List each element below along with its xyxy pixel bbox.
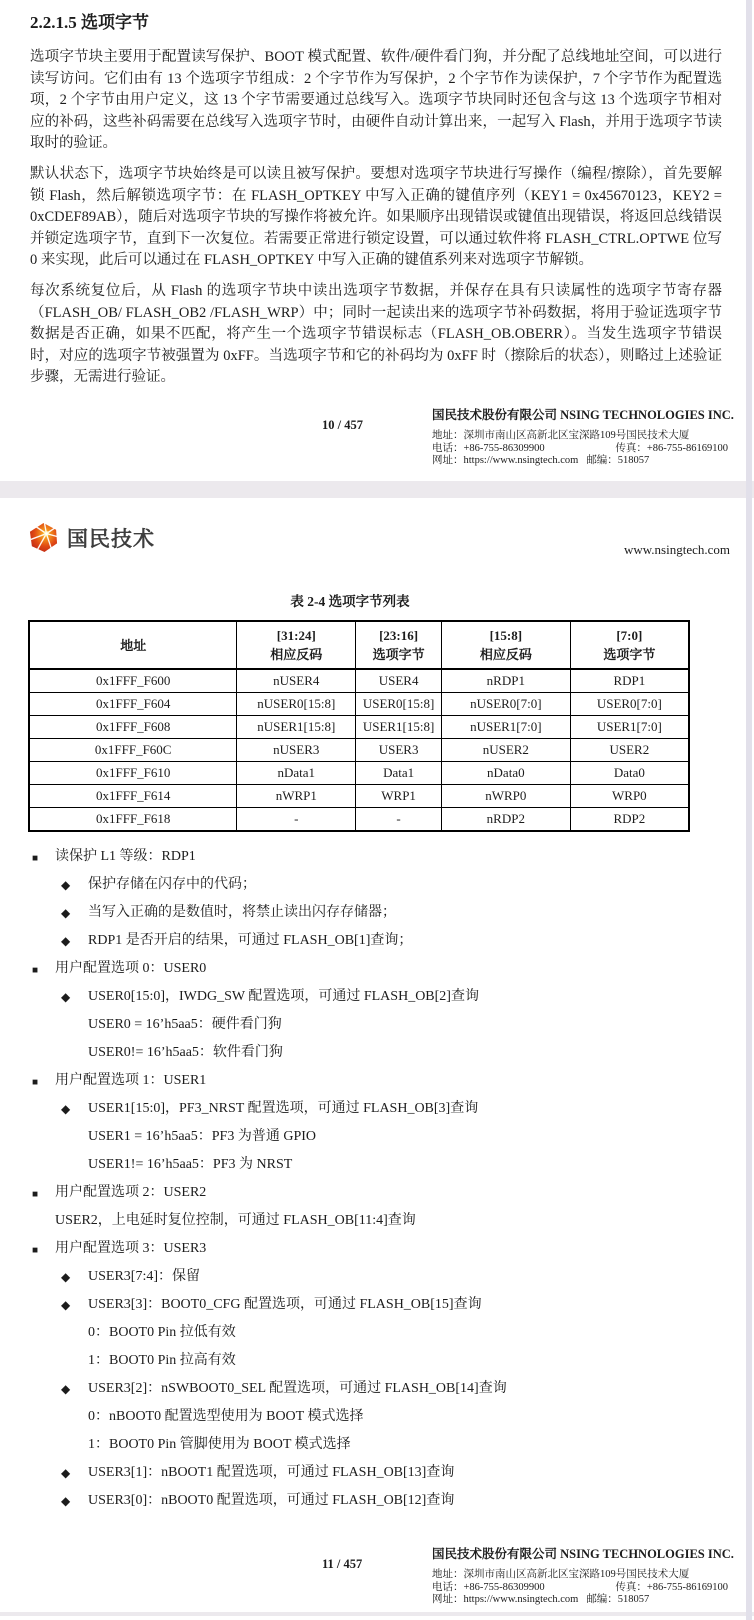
- document-page-1: [0, 0, 754, 481]
- table-cell: USER3: [356, 739, 442, 762]
- list-item-text: USER2，上电延时复位控制，可通过 FLASH_OB[11:4]查询: [55, 1213, 416, 1228]
- table-cell: Data0: [570, 762, 689, 785]
- list-item: [30, 1434, 724, 1455]
- table-cell: 0x1FFF_F608: [29, 716, 237, 739]
- list-item-text: 用户配置选项 3：USER3: [55, 1241, 207, 1256]
- company-fax: 传真：+86-755-86169100: [615, 442, 728, 454]
- table-cell: nWRP0: [441, 785, 570, 808]
- company-logo: [28, 522, 155, 553]
- table-cell: USER0[7:0]: [570, 693, 689, 716]
- table-row: [29, 669, 689, 693]
- table-cell: nUSER3: [237, 739, 356, 762]
- table-caption: 表 2-4 选项字节列表: [290, 594, 410, 609]
- bullet-diamond-icon: ◆: [61, 1298, 71, 1312]
- company-info-block: [432, 1544, 734, 1607]
- company-phone-fax: [432, 1582, 728, 1595]
- list-item: [30, 1154, 724, 1175]
- list-item: [30, 930, 724, 951]
- bullet-diamond-icon: ◆: [61, 1494, 71, 1508]
- list-item-text: 0：nBOOT0 配置选型使用为 BOOT 模式选择: [88, 1409, 364, 1424]
- list-item-text: USER0[15:0]，IWDG_SW 配置选项，可通过 FLASH_OB[2]查询: [88, 989, 479, 1004]
- table-cell: Data1: [356, 762, 442, 785]
- table-cell: 0x1FFF_F60C: [29, 739, 237, 762]
- list-item: [30, 1406, 724, 1427]
- list-item: [30, 1098, 724, 1119]
- company-address: 地址：深圳市南山区高新北区宝深路109号国民技术大厦: [432, 1569, 690, 1580]
- list-item-text: USER3[2]：nSWBOOT0_SEL 配置选项，可通过 FLASH_OB[14]查询: [88, 1381, 507, 1396]
- table-body: [29, 669, 689, 831]
- paragraph: 每次系统复位后，从 Flash 的选项字节块中读出选项字节数据，并保存在具有只读属性的选项字节寄存器（FLASH_OB/ FLASH_OB2 /FLASH_WRP）中；同时一起读出来的选项字节补码数据，将用于验证选项字节数据是否正确，如果不匹配，将产生一个选项字节错误标志（FLASH_OB.OBERR）。当发生选项字节错误时，对应的选项字节被强置为 0xFF。当选项字节和它的补码均为 0xFF 时（擦除后的状态），则略过上述验证步骤，无需进行验证。: [30, 282, 722, 386]
- company-name: 国民技术股份有限公司 NSING TECHNOLOGIES INC.: [432, 408, 734, 422]
- list-item-text: 1：BOOT0 Pin 管脚使用为 BOOT 模式选择: [88, 1437, 351, 1452]
- table-header-cell: [15:8] 相应反码: [441, 621, 570, 669]
- table-cell: USER1[15:8]: [356, 716, 442, 739]
- list-item: [30, 958, 724, 979]
- company-postcode: 邮编：518057: [586, 1594, 650, 1605]
- list-item-text: RDP1 是否开启的结果，可通过 FLASH_OB[1]查询；: [88, 933, 413, 948]
- list-item-text: 当写入正确的是数值时，将禁止读出闪存存储器；: [88, 905, 396, 920]
- bullet-square-icon: ■: [32, 1245, 39, 1256]
- bullet-diamond-icon: ◆: [61, 1102, 71, 1116]
- list-item-text: USER1[15:0]，PF3_NRST 配置选项，可通过 FLASH_OB[3]查询: [88, 1101, 479, 1116]
- list-item: [30, 1462, 724, 1483]
- table-cell: -: [356, 808, 442, 832]
- list-item-text: 用户配置选项 1：USER1: [55, 1073, 207, 1088]
- company-address: 地址：深圳市南山区高新北区宝深路109号国民技术大厦: [432, 430, 690, 441]
- page-footer: [30, 1544, 734, 1612]
- logo-starburst-icon: [28, 522, 59, 553]
- table-cell: 0x1FFF_F600: [29, 669, 237, 693]
- list-item: [30, 1126, 724, 1147]
- bullet-diamond-icon: ◆: [61, 934, 71, 948]
- company-name: 国民技术股份有限公司 NSING TECHNOLOGIES INC.: [432, 1547, 734, 1561]
- company-web-post: [432, 1594, 728, 1607]
- page-divider: [0, 481, 754, 498]
- table-cell: -: [237, 808, 356, 832]
- bullet-diamond-icon: ◆: [61, 1270, 71, 1284]
- table-cell: nUSER4: [237, 669, 356, 693]
- bullet-diamond-icon: ◆: [61, 878, 71, 892]
- company-phone: 电话：+86-755-86309900: [432, 442, 545, 454]
- logo-text: 国民技术: [67, 527, 155, 551]
- company-website: 网址：https://www.nsingtech.com: [432, 455, 579, 466]
- company-postcode: 邮编：518057: [586, 455, 650, 466]
- paragraph: 选项字节块主要用于配置读写保护、BOOT 模式配置、软件/硬件看门狗，并分配了总线地址空间，可以进行读写访问。它们由有 13 个选项字节组成：2 个字节作为写保护，2 个字节作为读保护，7 个字节作为配置选项，2 个字节由用户定义，这 13 个字节需要通过总线写入。选项字节块同时还包含与这 13 个选项字节相对应的补码，这些补码需要在总线写入选项字节时，由硬件自动计算出来，一起写入 Flash，并用于选项字节读取时的验证。: [30, 49, 722, 152]
- table-cell: 0x1FFF_F618: [29, 808, 237, 832]
- company-info-block: [432, 405, 734, 468]
- page-divider: [0, 1612, 754, 1616]
- website-url: www.nsingtech.com: [623, 542, 730, 557]
- list-item: [30, 1070, 724, 1091]
- list-item-text: USER1 = 16’h5aa5：PF3 为普通 GPIO: [88, 1129, 317, 1144]
- bullet-square-icon: ■: [32, 853, 39, 864]
- table-cell: nRDP2: [441, 808, 570, 832]
- paragraph: 默认状态下，选项字节块始终是可以读且被写保护。要想对选项字节块进行写操作（编程/擦除），首先要解锁 Flash，然后解锁选项字节：在 FLASH_OPTKEY 中写入正确的键值序列（KEY1 = 0x45670123，KEY2 = 0xCDEF89AB），随后对选项字节块的写操作将被允许。如果顺序出现错误或键值出现错误，将返回总线错误并锁定选项字节，直到下一次复位。若需要正常进行锁定设置，可以通过软件将 FLASH_CTRL.OPTWE 位写 0 来实现，此后可以通过在 FLASH_OPTKEY 中写入正确的键值系列来对选项字节解锁。: [30, 165, 722, 269]
- bullet-diamond-icon: ◆: [61, 1466, 71, 1480]
- table-cell: nUSER1[15:8]: [237, 716, 356, 739]
- table-cell: USER1[7:0]: [570, 716, 689, 739]
- table-header-row: [29, 621, 689, 669]
- section-heading: 2.2.1.5 选项字节: [30, 13, 149, 32]
- table-row: [29, 785, 689, 808]
- list-item-text: 1：BOOT0 Pin 拉高有效: [88, 1353, 236, 1368]
- list-item: [30, 1294, 724, 1315]
- table-cell: nData1: [237, 762, 356, 785]
- table-cell: RDP2: [570, 808, 689, 832]
- page-footer: [30, 405, 734, 473]
- list-item: [30, 1350, 724, 1371]
- table-cell: nWRP1: [237, 785, 356, 808]
- list-item-text: USER1!= 16’h5aa5：PF3 为 NRST: [88, 1157, 293, 1172]
- table-header-cell: [7:0] 选项字节: [570, 621, 689, 669]
- option-bytes-list: [30, 846, 724, 1511]
- table-cell: nRDP1: [441, 669, 570, 693]
- table-row: [29, 693, 689, 716]
- table-cell: nData0: [441, 762, 570, 785]
- list-item-text: USER3[7:4]：保留: [88, 1269, 200, 1284]
- list-item: [30, 1042, 724, 1063]
- list-item-text: 用户配置选项 0：USER0: [55, 961, 207, 976]
- table-header-cell: [31:24] 相应反码: [237, 621, 356, 669]
- table-cell: WRP0: [570, 785, 689, 808]
- company-phone-fax: [432, 443, 728, 456]
- table-cell: RDP1: [570, 669, 689, 693]
- list-item: [30, 1210, 724, 1231]
- table-row: [29, 739, 689, 762]
- list-item: [30, 986, 724, 1007]
- list-item: [30, 874, 724, 895]
- bullet-diamond-icon: ◆: [61, 1382, 71, 1396]
- list-item: [30, 1238, 724, 1259]
- table-header-cell: 地址: [29, 621, 237, 669]
- table-cell: 0x1FFF_F614: [29, 785, 237, 808]
- bullet-diamond-icon: ◆: [61, 990, 71, 1004]
- page-number: 11 / 457: [322, 1557, 363, 1571]
- company-phone: 电话：+86-755-86309900: [432, 1581, 545, 1593]
- list-item: [30, 1182, 724, 1203]
- list-item: [30, 846, 724, 867]
- page-number: 10 / 457: [322, 418, 363, 432]
- scrollbar-track[interactable]: [746, 0, 752, 1620]
- table-cell: nUSER2: [441, 739, 570, 762]
- table-cell: USER4: [356, 669, 442, 693]
- list-item: [30, 1490, 724, 1511]
- list-item-text: USER0!= 16’h5aa5：软件看门狗: [88, 1045, 283, 1060]
- table-head: [29, 621, 689, 669]
- table-cell: nUSER1[7:0]: [441, 716, 570, 739]
- list-item-text: 0：BOOT0 Pin 拉低有效: [88, 1325, 236, 1340]
- bullet-square-icon: ■: [32, 965, 39, 976]
- company-web-post: [432, 455, 728, 468]
- table-row: [29, 762, 689, 785]
- list-item-text: USER3[3]：BOOT0_CFG 配置选项，可通过 FLASH_OB[15]查询: [88, 1297, 482, 1312]
- table-row: [29, 808, 689, 832]
- bullet-square-icon: ■: [32, 1189, 39, 1200]
- table-cell: nUSER0[15:8]: [237, 693, 356, 716]
- table-cell: USER0[15:8]: [356, 693, 442, 716]
- list-item-text: USER0 = 16’h5aa5：硬件看门狗: [88, 1017, 282, 1032]
- list-item-text: 用户配置选项 2：USER2: [55, 1185, 207, 1200]
- list-item: [30, 1378, 724, 1399]
- list-item: [30, 902, 724, 923]
- option-bytes-table: [28, 620, 690, 832]
- list-item: [30, 1322, 724, 1343]
- list-item: [30, 1266, 724, 1287]
- company-fax: 传真：+86-755-86169100: [615, 1581, 728, 1593]
- company-website: 网址：https://www.nsingtech.com: [432, 1594, 579, 1605]
- table-cell: nUSER0[7:0]: [441, 693, 570, 716]
- table-cell: WRP1: [356, 785, 442, 808]
- table-cell: 0x1FFF_F610: [29, 762, 237, 785]
- table-row: [29, 716, 689, 739]
- table-cell: 0x1FFF_F604: [29, 693, 237, 716]
- list-item: [30, 1014, 724, 1035]
- list-item-text: 保护存储在闪存中的代码；: [88, 877, 256, 892]
- bullet-square-icon: ■: [32, 1077, 39, 1088]
- document-page-2: [0, 498, 754, 1616]
- table-header-cell: [23:16] 选项字节: [356, 621, 442, 669]
- list-item-text: USER3[0]：nBOOT0 配置选项，可通过 FLASH_OB[12]查询: [88, 1493, 455, 1508]
- page-header: [0, 498, 754, 558]
- bullet-diamond-icon: ◆: [61, 906, 71, 920]
- list-item-text: USER3[1]：nBOOT1 配置选项，可通过 FLASH_OB[13]查询: [88, 1465, 455, 1480]
- list-item-text: 读保护 L1 等级：RDP1: [55, 849, 196, 864]
- table-cell: USER2: [570, 739, 689, 762]
